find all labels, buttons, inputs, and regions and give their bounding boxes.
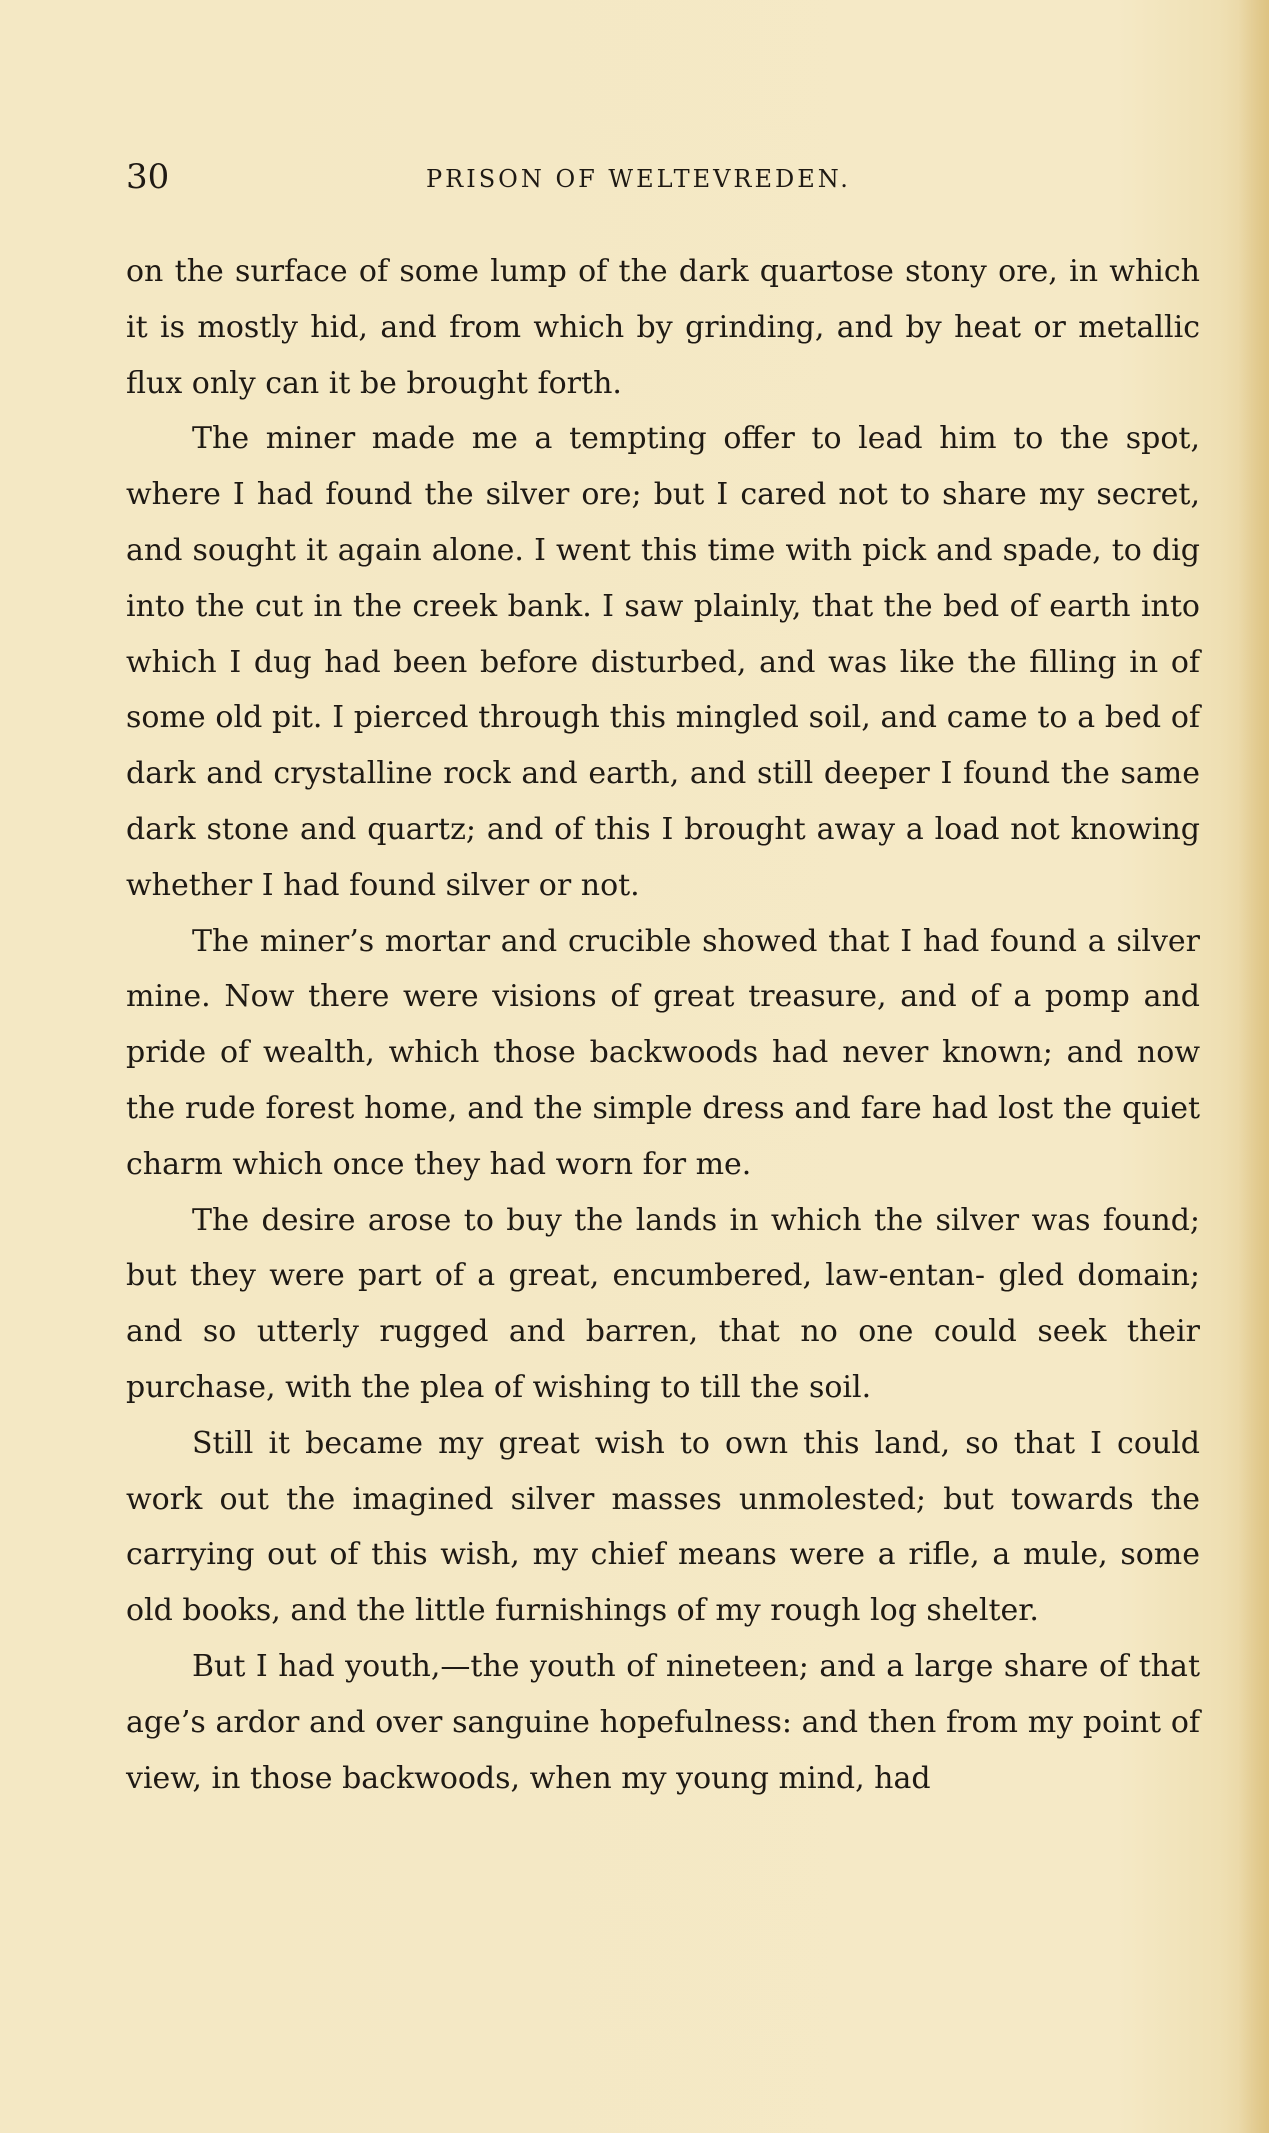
paragraph: on the surface of some lump of the dark quartose stony ore, in which it is mostly hid, and from which by grinding, and by heat or metallic flux only can it be brought forth.: [126, 254, 1200, 401]
paragraph: But I had youth,—the youth of nineteen; and a large share of that age’s ardor and over sanguine hopefulness: and then from my point of view, in those backwoods, when my young mind, had: [126, 1648, 1200, 1796]
page-edge-shadow: [1239, 0, 1269, 2133]
body-text: [126, 244, 1200, 1806]
paragraph: The desire arose to buy the lands in which the silver was found; but they were part of a great, encumbered, law-entan- gled domain; and so utterly rugged and barren, that no one could seek their purchase, with the plea of wishing to till the soil.: [126, 1202, 1200, 1405]
paragraph: The miner’s mortar and crucible showed that I had found a silver mine. Now there were visions of great treasure, and of a pomp and pride of wealth, which those backwoods had never known; and now the rude forest home, and the simple dress and fare had lost the quiet charm which once they had worn for me.: [126, 923, 1200, 1182]
paragraph: The miner made me a tempting offer to lead him to the spot, where I had found the silver ore; but I cared not to share my secret, and sought it again alone. I went this time with pick and spade, to dig into the cut in the creek bank. I saw plainly, that the bed of earth into which I dug had been before disturbed, and was like the filling in of some old pit. I pierced through this mingled soil, and came to a bed of dark and crystalline rock and earth, and still deeper I found the same dark stone and quartz; and of this I brought away a load not knowing whether I had found silver or not.: [126, 421, 1200, 903]
paragraph: Still it became my great wish to own this land, so that I could work out the imagined silver masses unmolested; but towards the carrying out of this wish, my chief means were a rifle, a mule, some old books, and the little furnishings of my rough log shelter.: [126, 1425, 1200, 1629]
page-header: [126, 152, 1200, 202]
running-title: PRISON OF WELTEVREDEN.: [426, 165, 851, 193]
page-number: 30: [126, 157, 170, 197]
